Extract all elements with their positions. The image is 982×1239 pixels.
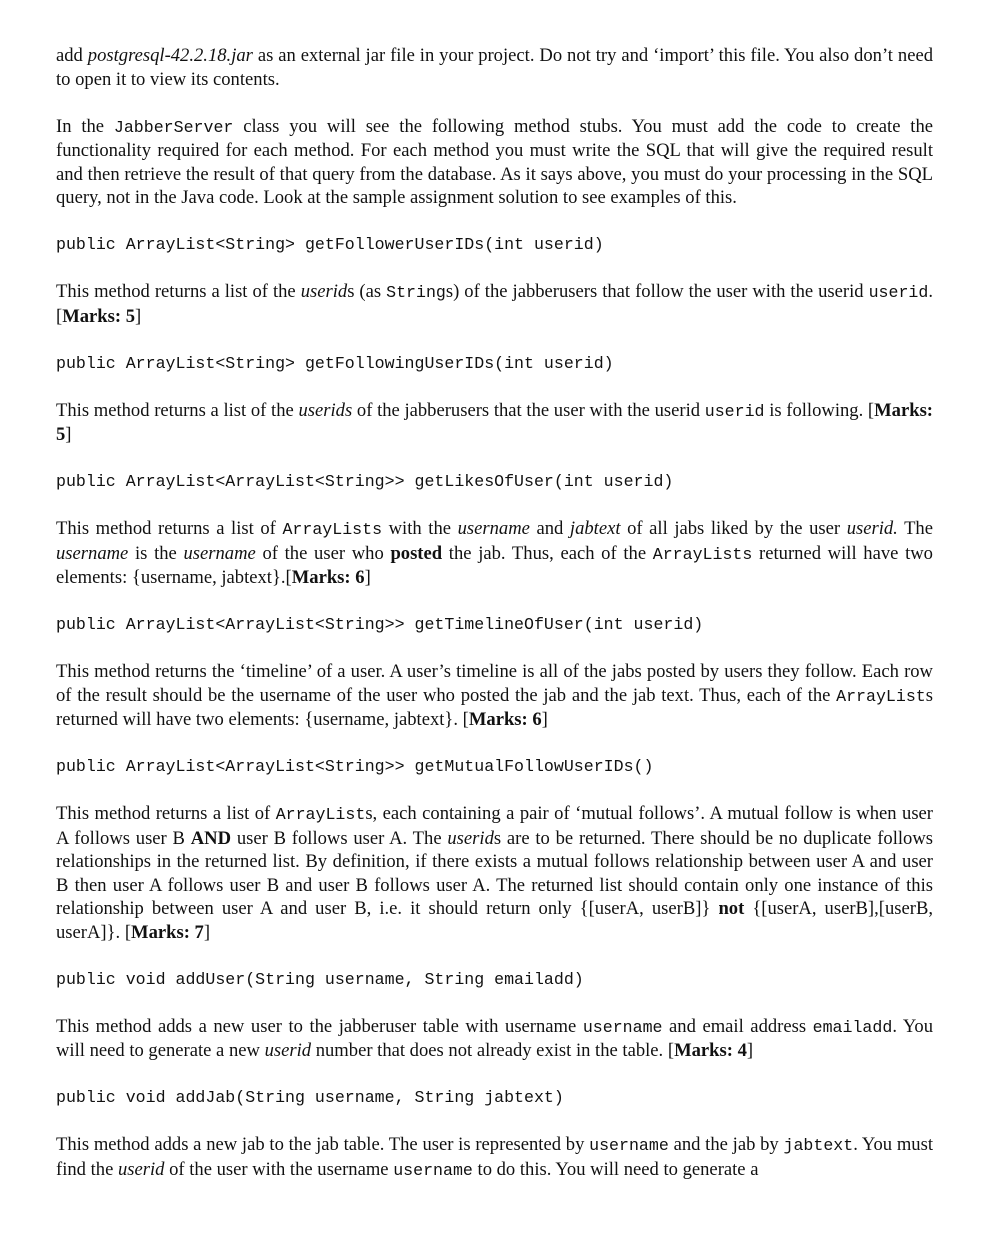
method-description-get-follower-user-ids: This method returns a list of the userids (as Strings) of the jabberusers that follow the user with the userid userid. [Marks: 5]: [56, 281, 933, 327]
marks-label: Marks: 6: [468, 709, 542, 730]
method-signature-add-jab: public void addJab(String username, String jabtext): [56, 1088, 564, 1107]
jar-filename: postgresql-42.2.18.jar: [87, 45, 253, 66]
text-run: class you will see the following method stubs. You must add the code to create the functionality required for each method. For each method you must write the SQL that will give the required result and then retrieve the result of that query from the database. As it says above, you must do your processing in the SQL query, not in the Java code. Look at the sample assignment solution to see examples of this.: [56, 115, 933, 208]
method-signature-get-mutual-follow-user-ids: public ArrayList<ArrayList<String>> getMutualFollowUserIDs(): [56, 757, 654, 776]
class-name: JabberServer: [113, 117, 234, 137]
method-description-add-jab: This method adds a new jab to the jab table. The user is represented by username and the jab by jabtext. You must find the userid of the user with the username username to do this. You will need to generate a: [56, 1134, 933, 1180]
intro-paragraph-jar: [56, 44, 933, 91]
method-description-get-following-user-ids: This method returns a list of the userids of the jabberusers that the user with the userid userid is following. [Marks: 5]: [56, 399, 933, 445]
text-run: as an external jar file in your project. Do not try and ‘import’ this file. You also don’t need to open it to view its contents.: [56, 45, 933, 90]
marks-label: Marks: 5: [62, 305, 136, 327]
marks-label: Marks: 5: [56, 399, 933, 445]
method-description-get-likes-of-user: This method returns a list of ArrayLists with the username and jabtext of all jabs liked by the user userid. The username is the username of the user who posted the jab. Thus, each of the ArrayLists returned will have two elements: {username, jabtext}.[Marks: 6]: [56, 518, 933, 588]
method-signature-get-likes-of-user: public ArrayList<ArrayList<String>> getLikesOfUser(int userid): [56, 472, 674, 491]
method-signature-get-following-user-ids: public ArrayList<String> getFollowingUserIDs(int userid): [56, 353, 614, 373]
document-page: [56, 44, 933, 1182]
method-description-get-mutual-follow-user-ids: This method returns a list of ArrayLists, each containing a pair of ‘mutual follows’. A mutual follow is when user A follows user B AND user B follows user A. The userids are to be returned. There should be no duplicate follows relationships in the returned list. By definition, if there exists a mutual follows relationship between user A and user B then user A follows user B and user B follows user A. The returned list should contain only one instance of this relationship between user A and user B, i.e. it should return only {[userA, userB]} not {[userA, userB],[userB, userA]}. [Marks: 7]: [56, 803, 934, 943]
method-signature-get-timeline-of-user: public ArrayList<ArrayList<String>> getTimelineOfUser(int userid): [56, 615, 704, 634]
text-run: add: [56, 45, 88, 66]
method-signature-get-follower-user-ids: public ArrayList<String> getFollowerUserIDs(int userid): [56, 235, 604, 254]
marks-label: Marks: 7: [131, 921, 204, 943]
marks-label: Marks: 6: [291, 567, 365, 588]
method-description-get-timeline-of-user: This method returns the ‘timeline’ of a user. A user’s timeline is all of the jabs posted by users they follow. Each row of the result should be the username of the user who posted the jab and the jab text. Thus, each of the ArrayLists returned will have two elements: {username, jabtext}. [Marks: 6]: [56, 661, 933, 730]
intro-paragraph-stubs: [56, 115, 933, 210]
method-description-add-user: This method adds a new user to the jabberuser table with username username and email address emailadd. You will need to generate a new userid number that does not already exist in the table. [Marks: 4]: [56, 1015, 933, 1061]
text-run: In the: [56, 115, 114, 137]
method-signature-add-user: public void addUser(String username, String emailadd): [56, 969, 584, 989]
marks-label: Marks: 4: [674, 1040, 747, 1061]
